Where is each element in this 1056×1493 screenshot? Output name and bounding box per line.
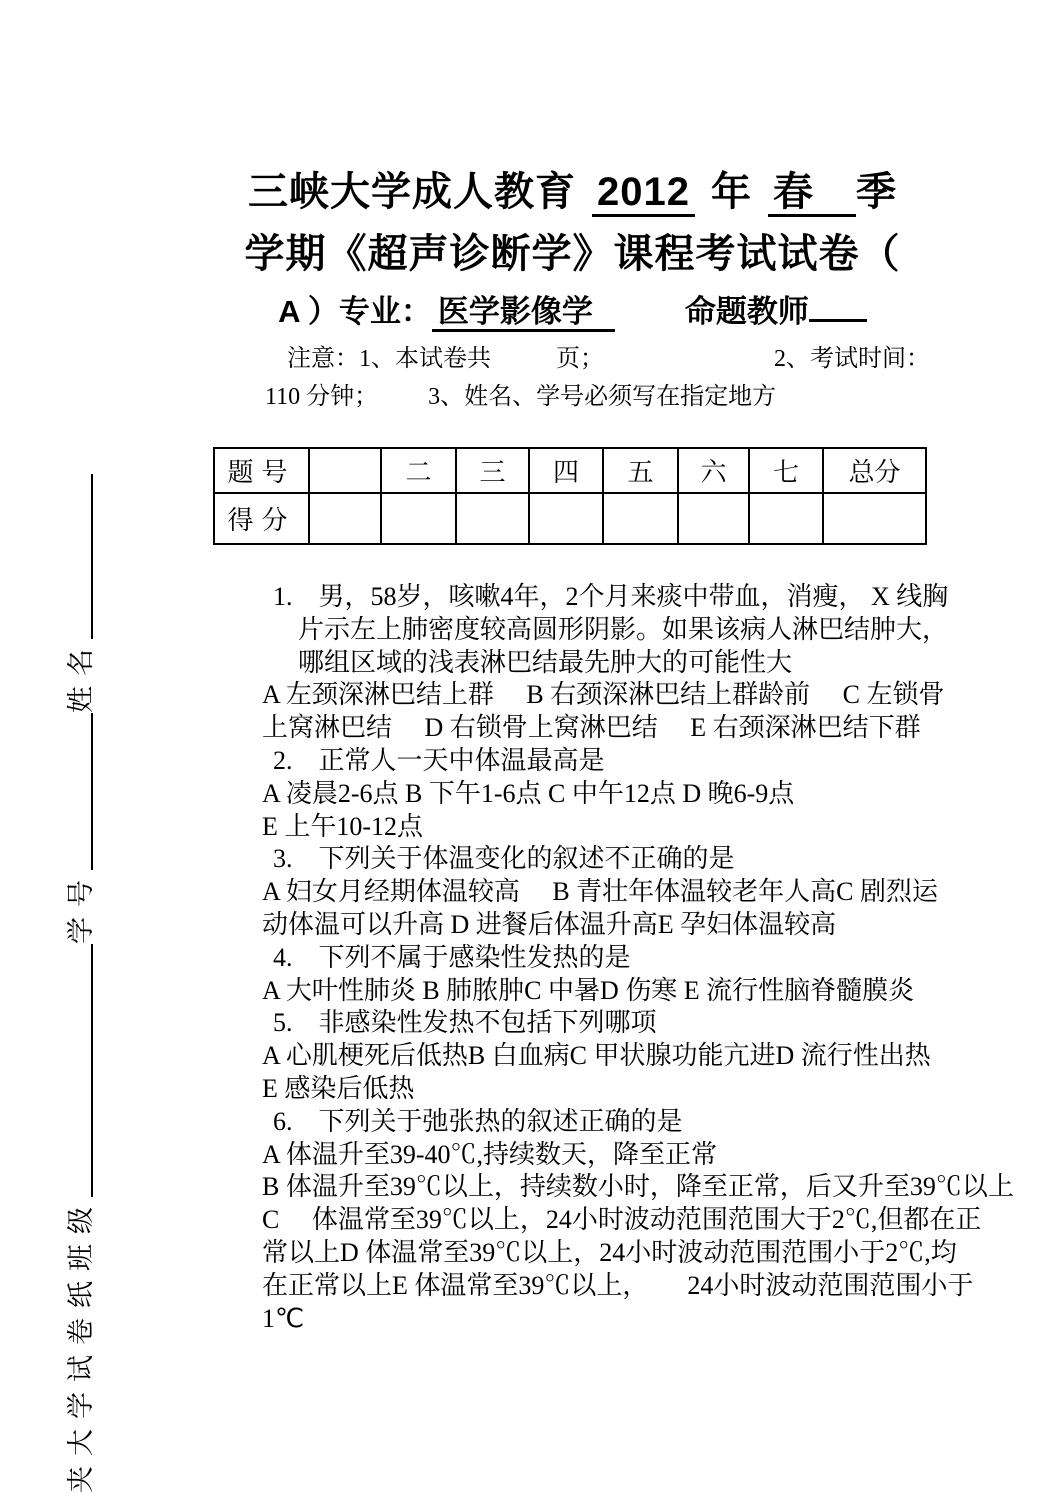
score-col-3: 三 xyxy=(456,448,529,493)
score-cell-1 xyxy=(309,493,381,544)
score-cell-7 xyxy=(749,493,823,544)
score-cell-5 xyxy=(603,493,678,544)
score-table-score-row xyxy=(214,493,926,544)
title-year-unit: 年 xyxy=(710,170,752,214)
question-5-line: 5. 非感染性发热不包括下列哪项 xyxy=(273,1008,657,1038)
score-col-2: 二 xyxy=(381,448,456,493)
question-2-options: E 上午10-12点 xyxy=(262,811,424,841)
question-6-options: C 体温常至39℃以上，24小时波动范围范围大于2℃,但都在正 xyxy=(262,1205,982,1235)
exam-title-line1 xyxy=(215,160,930,217)
total-score-header: 总分 xyxy=(823,448,926,493)
question-1-line: 1. 男，58岁，咳嗽4年，2个月来痰中带血，消瘦， X 线胸 xyxy=(273,582,949,611)
question-5-options: A 心肌梗死后低热B 白血病C 甲状腺功能亢进D 流行性出热 xyxy=(262,1041,931,1071)
score-cell-6 xyxy=(678,493,749,544)
questions-section xyxy=(262,581,1014,1335)
question-4-line: 4. 下列不属于感染性发热的是 xyxy=(273,942,631,972)
score-col-5: 五 xyxy=(603,448,678,493)
notice-pages-suffix: 页； xyxy=(556,346,604,372)
question-number-header: 题号 xyxy=(214,448,309,493)
question-1-line: 片示左上肺密度较高圆形阴影。如果该病人淋巴结肿大， xyxy=(298,614,949,644)
teacher-blank-line xyxy=(809,288,867,322)
question-5-options: E 感染后低热 xyxy=(262,1073,415,1103)
question-6-options: 在正常以上E 体温常至39℃以上， 24小时波动范围范围小于 xyxy=(262,1270,974,1300)
notice-line1 xyxy=(265,340,930,378)
question-3-options: A 妇女月经期体温较高 B 青壮年体温较老年人高C 剧烈运 xyxy=(262,877,939,907)
score-col-4: 四 xyxy=(529,448,603,493)
score-table xyxy=(213,447,927,545)
student-id-blank-line xyxy=(63,713,93,870)
question-3-line: 3. 下列关于体温变化的叙述不正确的是 xyxy=(273,844,735,874)
score-col-1 xyxy=(309,448,381,493)
score-cell-4 xyxy=(529,493,603,544)
question-6-options: B 体温升至39℃以上，持续数小时，降至正常，后又升至39℃以上 xyxy=(262,1172,1014,1202)
exam-paper-margin-label: 夹大学试卷纸班级 xyxy=(66,1197,96,1493)
name-blank-line xyxy=(63,474,93,639)
question-6-options: 常以上D 体温常至39℃以上，24小时波动范围范围小于2℃,均 xyxy=(262,1237,957,1267)
notice-pages-label: 注意：1、本试卷共 xyxy=(287,346,491,372)
notice-time-label: 2、考试时间： xyxy=(774,346,930,372)
exam-title-line2: 学期《超声诊断学》课程考试试卷（ xyxy=(244,232,901,276)
notice-line2 xyxy=(265,378,915,416)
question-4-options: A 大叶性肺炎 B 肺脓肿C 中暑D 伤寒 E 流行性脑脊髓膜炎 xyxy=(262,975,915,1005)
student-id-label: 学号 xyxy=(66,870,96,944)
score-col-6: 六 xyxy=(678,448,749,493)
exam-notice xyxy=(265,340,930,416)
left-margin xyxy=(58,453,104,1493)
question-6-line: 6. 下列关于弛张热的叙述正确的是 xyxy=(273,1106,683,1136)
class-blank-line xyxy=(63,944,93,1197)
question-6-options: 1℃ xyxy=(262,1303,305,1333)
notice-time-value: 110 分钟； xyxy=(265,384,379,410)
exam-subtitle xyxy=(215,286,930,331)
question-1-options: 上窝淋巴结 D 右锁骨上窝淋巴结 E 右颈深淋巴结下群 xyxy=(262,713,921,743)
question-2-options: A 凌晨2-6点 B 下午1-6点 C 中午12点 D 晚6-9点 xyxy=(262,778,795,808)
total-score-cell xyxy=(823,493,926,544)
question-2-line: 2. 正常人一天中体温最高是 xyxy=(273,745,605,775)
notice-name-rule: 3、姓名、学号必须写在指定地方 xyxy=(428,384,777,410)
question-1-options: A 左颈深淋巴结上群 B 右颈深淋巴结上群龄前 C 左锁骨 xyxy=(262,680,945,710)
subtitle-major-label: A ）专业： xyxy=(278,294,432,329)
title-school-text: 三峡大学成人教育 xyxy=(248,170,576,214)
score-cell-3 xyxy=(456,493,529,544)
question-6-options: A 体温升至39-40℃,持续数天，降至正常 xyxy=(262,1139,718,1169)
subtitle-teacher-label: 命题教师 xyxy=(684,294,809,329)
question-1-line: 哪组区域的浅表淋巴结最先肿大的可能性大 xyxy=(298,647,793,677)
score-label-cell: 得分 xyxy=(214,493,309,544)
score-col-7: 七 xyxy=(749,448,823,493)
score-cell-2 xyxy=(381,493,456,544)
question-3-options: 动体温可以升高 D 进餐后体温升高E 孕妇体温较高 xyxy=(262,909,837,939)
subtitle-major-value: 医学影像学 xyxy=(432,294,615,332)
title-year-value: 2012 xyxy=(592,170,695,217)
title-season-unit: 季 xyxy=(855,170,897,214)
name-label: 姓名 xyxy=(66,639,96,713)
title-season-value: 春 xyxy=(768,170,856,217)
score-table-header-row xyxy=(214,448,926,493)
